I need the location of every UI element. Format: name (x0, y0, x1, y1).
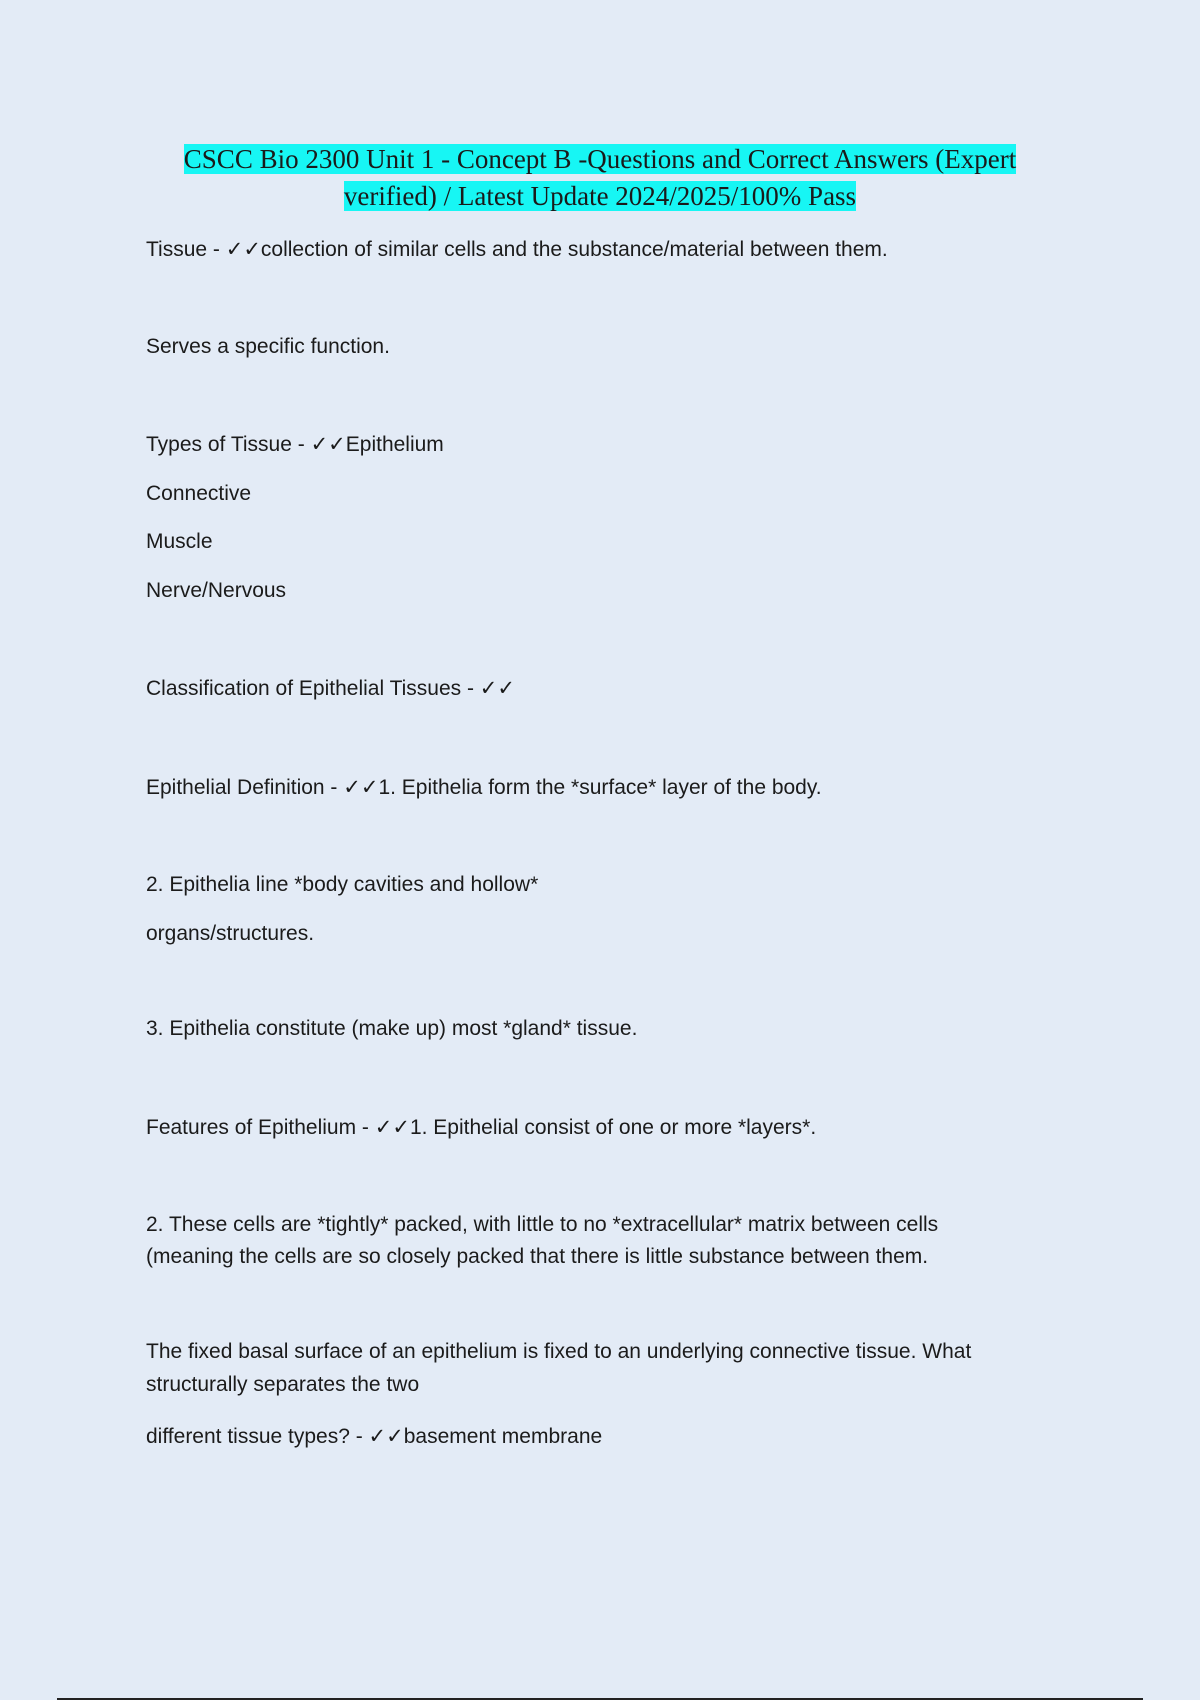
types-of-tissue: Types of Tissue - ✓✓Epithelium (146, 433, 444, 456)
classification-epithelial: Classification of Epithelial Tissues - ✓✓ (146, 677, 515, 700)
basal-surface-question-b: structurally separates the two (146, 1373, 420, 1396)
epithelial-definition: Epithelial Definition - ✓✓1. Epithelia form the *surface* layer of the body. (146, 776, 822, 799)
tissue-definition: Tissue - ✓✓collection of similar cells and the substance/material between them. (146, 238, 888, 261)
document-title (150, 141, 1050, 215)
epithelial-definition-3: 3. Epithelia constitute (make up) most *gland* tissue. (146, 1017, 638, 1040)
tissue-type-connective: Connective (146, 482, 252, 505)
title-line-2: verified) / Latest Update 2024/2025/100% Pass (343, 181, 857, 211)
features-2a: 2. These cells are *tightly* packed, with little to no *extracellular* matrix between cells (146, 1213, 939, 1236)
features-of-epithelium: Features of Epithelium - ✓✓1. Epithelial consist of one or more *layers*. (146, 1116, 817, 1139)
tissue-type-nervous: Nerve/Nervous (146, 579, 287, 602)
features-2b: (meaning the cells are so closely packed that there is little substance between them. (146, 1245, 929, 1268)
epithelial-definition-2a: 2. Epithelia line *body cavities and hollow* (146, 873, 539, 896)
epithelial-definition-2b: organs/structures. (146, 922, 315, 945)
basal-surface-answer: different tissue types? - ✓✓basement membrane (146, 1425, 603, 1448)
tissue-function: Serves a specific function. (146, 335, 390, 358)
title-line-1: CSCC Bio 2300 Unit 1 - Concept B -Questions and Correct Answers (Expert (183, 144, 1017, 174)
basal-surface-question-a: The fixed basal surface of an epithelium is fixed to an underlying connective tissue. What (146, 1340, 972, 1363)
tissue-type-muscle: Muscle (146, 530, 213, 553)
